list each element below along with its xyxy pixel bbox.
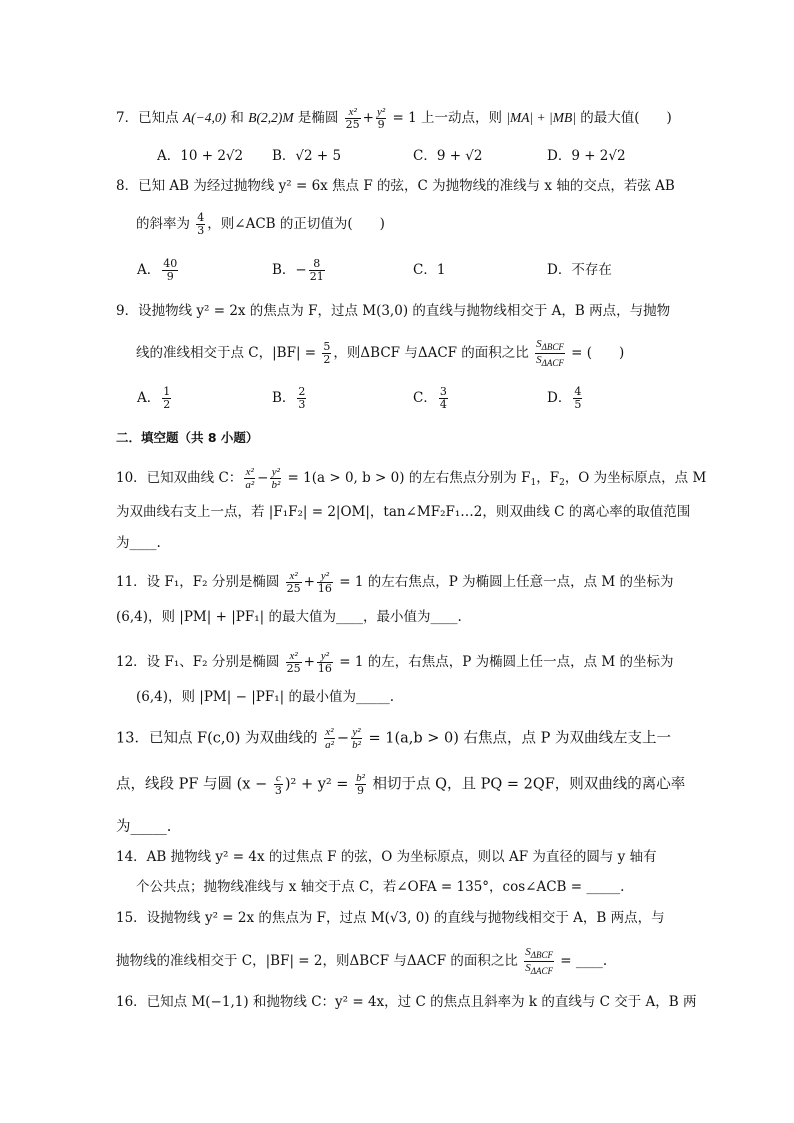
q10-stem: 10．已知双曲线 C： — [116, 470, 243, 486]
q13-line-1: 13．已知点 F(c,0) 为双曲线的 $\frac{\text{x²}}{\text{a²}}$ − $\frac{\text{y²}}{\text{b²}}$ = 1(a,b > 0) 右焦点，点 P 为双曲线左支上一 — [116, 726, 672, 751]
q8-a-n: 40 — [163, 257, 178, 270]
q13-line-3: 为_____. — [116, 819, 172, 835]
q9-d-n: 4 — [574, 385, 582, 398]
q10-origin-text: ，O 为坐标原点，点 M — [564, 470, 707, 486]
q12-stem: 12．设 F₁、F₂ 分别是椭圆 — [116, 654, 284, 670]
q13-stem: 13．已知点 F(c,0) 为双曲线的 — [116, 730, 323, 747]
q10-foci-text: = 1(a > 0, b > 0) 的左右焦点分别为 F — [283, 470, 531, 486]
q7-option-d: D．9 + 2√2 — [547, 148, 626, 164]
q9-ratio-text: ，则ΔBCF 与ΔACF 的面积之比 — [333, 345, 534, 361]
q9-bf-text: 线的准线相交于点 C，|BF| = — [136, 345, 321, 361]
q7-option-c: C．9 + √2 — [413, 148, 483, 164]
q9-line-1: 9．设抛物线 y² = 2x 的焦点为 F，过点 M(3,0) 的直线与抛物线相交于 A，B 两点，与抛物 — [116, 303, 671, 319]
q11-line-1: 11．设 F₁，F₂ 分别是椭圆 $\frac{\text{x²}}{25}$ + $\frac{\text{y²}}{16}$ = 1 的左右焦点，P 为椭圆上任意一点，点 M 的坐标为 — [116, 570, 674, 595]
q9-ratio: $\frac{S_{\Delta BCF}}{S_{\Delta ACF}}$ — [536, 338, 564, 368]
q14-line-1: 14．AB 抛物线 y² = 4x 的过焦点 F 的弦，O 为坐标原点，则以 AF 为直径的圆与 y 轴有 — [116, 849, 657, 865]
q11-stem: 11．设 F₁，F₂ 分别是椭圆 — [116, 574, 284, 590]
q13-tangent-text: 相切于点 Q，且 PQ = 2QF，则双曲线的离心率 — [367, 776, 686, 793]
q12-frac-y: $\frac{\text{y²}}{16}$ — [317, 650, 332, 675]
q15-eq-text: = ____. — [555, 953, 608, 969]
q9-a-n: 1 — [163, 385, 171, 398]
q8-slope-d: 3 — [197, 224, 205, 237]
q7-option-b: B．√2 + 5 — [272, 148, 342, 164]
q7-and: 和 — [226, 110, 249, 126]
q9-b-n: 2 — [298, 385, 306, 398]
q13-frac-b: $\frac{\text{b²}}{9}$ — [356, 772, 365, 797]
q10-line-3: 为____. — [116, 535, 161, 551]
q9-option-c: C． $\frac{3}{4}$ — [413, 385, 447, 411]
q7-rhs: = 1 上一动点，则 — [388, 110, 507, 126]
q8-slope-n: 4 — [197, 211, 205, 224]
q9-eq-text: = ( ) — [566, 345, 625, 361]
q9-b-d: 3 — [298, 398, 306, 411]
q11-frac-x: $\frac{\text{x²}}{25}$ — [286, 570, 301, 595]
q12-rest: = 1 的左，右焦点，P 为椭圆上任一点，点 M 的坐标为 — [334, 654, 674, 670]
q8-option-d: D．不存在 — [547, 262, 612, 278]
q9-line-2 — [136, 338, 624, 369]
q8-line-1: 8．已知 AB 为经过抛物线 y² = 6x 焦点 F 的弦，C 为抛物线的准线与 x 轴的交点，若弦 AB — [116, 178, 675, 194]
q10-f2-text: ，F — [536, 470, 560, 486]
q7-ellipse-text: 是椭圆 — [293, 110, 343, 126]
q9-bf-d: 2 — [323, 353, 331, 366]
q13-frac-c: $\frac{c}{3}$ — [274, 772, 282, 797]
q7-tail: 的最大值( ) — [575, 110, 672, 126]
q8-option-c: C．1 — [413, 262, 446, 278]
q13-circle-text: 点，线段 PF 与圆 (x − — [116, 776, 272, 793]
q8-slope-text: 的斜率为 — [136, 216, 195, 232]
q10-frac-x: $\frac{\text{x²}}{\text{a²}}$ — [245, 466, 255, 491]
q15-ratio-text: 抛物线的准线相交于 C，|BF| = 2，则ΔBCF 与ΔACF 的面积之比 — [116, 953, 523, 969]
q12-line-2: (6,4)，则 |PM| − |PF₁| 的最小值为_____. — [136, 689, 394, 705]
q13-frac-y: $\frac{\text{y²}}{\text{b²}}$ — [352, 726, 361, 751]
q8-b-n: 8 — [309, 258, 325, 271]
q12-line-1: 12．设 F₁、F₂ 分别是椭圆 $\frac{\text{x²}}{25}$ + $\frac{\text{y²}}{16}$ = 1 的左，右焦点，P 为椭圆上任一点，点 M 的坐标为 — [116, 650, 674, 675]
q8-option-b: B．− $\frac{8}{21}$ — [272, 257, 324, 283]
q13-line-2 — [116, 772, 685, 797]
q8-line-2 — [136, 212, 385, 237]
q9-d-d: 5 — [574, 398, 582, 411]
q15-line-2 — [116, 946, 607, 977]
q9-bf-n: 5 — [323, 340, 331, 353]
q7-stem: 7．已知点 — [116, 110, 183, 126]
q15-ratio: $\frac{S_{\Delta BCF}}{S_{\Delta ACF}}$ — [525, 946, 553, 976]
q11-line-2: (6,4)，则 |PM| + |PF₁| 的最大值为____，最小值为____. — [116, 609, 462, 625]
q7-frac-y: $\frac{\text{y²}}{9}$ — [376, 106, 386, 131]
q7-point-a: A(−4,0) — [182, 110, 227, 125]
q9-bf — [322, 341, 331, 366]
q9-s2-sub: ΔACF — [541, 358, 564, 368]
q8-b-d: 21 — [309, 270, 324, 283]
q9-option-a: A． $\frac{1}{2}$ — [137, 385, 171, 411]
q8-tan-text: ，则∠ACB 的正切值为( ) — [207, 216, 385, 232]
q12-frac-x: $\frac{\text{x²}}{25}$ — [286, 650, 301, 675]
q16-line-1: 16．已知点 M(−1,1) 和抛物线 C：y² = 4x，过 C 的焦点且斜率为 k 的直线与 C 交于 A，B 两 — [116, 994, 697, 1010]
section-title: 二．填空题（共 8 小题） — [116, 430, 259, 445]
q11-rest: = 1 的左右焦点，P 为椭圆上任意一点，点 M 的坐标为 — [334, 574, 674, 590]
q7-expr: |MA| + |MB| — [506, 110, 576, 125]
q9-c-n: 3 — [439, 385, 447, 398]
q9-a-d: 2 — [163, 398, 171, 411]
q11-frac-y: $\frac{\text{y²}}{16}$ — [317, 570, 332, 595]
q10-frac-y: $\frac{\text{y²}}{\text{b²}}$ — [271, 466, 281, 491]
q7-point-b: B(2,2)M — [248, 110, 294, 125]
q9-option-d: D． $\frac{4}{5}$ — [547, 385, 582, 411]
q13-rest: = 1(a,b > 0) 右焦点，点 P 为双曲线左支上一 — [363, 730, 672, 747]
q15-line-1: 15．设抛物线 y² = 2x 的焦点为 F，过点 M(√3, 0) 的直线与抛物线相交于 A，B 两点，与 — [116, 910, 665, 926]
q9-option-b: B． $\frac{2}{3}$ — [272, 385, 306, 411]
q10-line-1: 10．已知双曲线 C： $\frac{\text{x²}}{\text{a²}}$ − $\frac{\text{y²}}{\text{b²}}$ = 1(a > 0, b > 0) 的左右焦点分别为 $F_1$，$F_2$，O 为坐标原点，点 M — [116, 466, 707, 491]
q7-frac-x: $\frac{\text{x²}}{25}$ — [345, 106, 360, 131]
question-7: 7．已知点 A(−4,0) 和 B(2,2)M 是椭圆 $\frac{\text{x²}}{25}$ + $\frac{\text{y²}}{9}$ = 1 上一动点，则 |MA| + |MB| 的最大值( ) — [116, 106, 672, 131]
q9-s1-sub: ΔBCF — [541, 342, 564, 352]
q10-line-2: 为双曲线右支上一点，若 |F₁F₂| = 2|OM|，tan∠MF₂F₁…2，则双曲线 C 的离心率的取值范围 — [116, 504, 691, 520]
q13-circle-rhs: )² + y² = — [284, 776, 354, 793]
q9-c-d: 4 — [439, 398, 447, 411]
q8-option-a: A． $\frac{40}{9}$ — [137, 257, 178, 283]
q7-option-a: A．10 + 2√2 — [157, 148, 244, 164]
q14-line-2: 个公共点；抛物线准线与 x 轴交于点 C，若∠OFA = 135°，cos∠ACB = _____. — [136, 879, 625, 895]
q8-a-d: 9 — [166, 270, 174, 283]
q13-frac-x: $\frac{\text{x²}}{\text{a²}}$ — [325, 726, 334, 751]
q8-slope — [196, 212, 205, 237]
